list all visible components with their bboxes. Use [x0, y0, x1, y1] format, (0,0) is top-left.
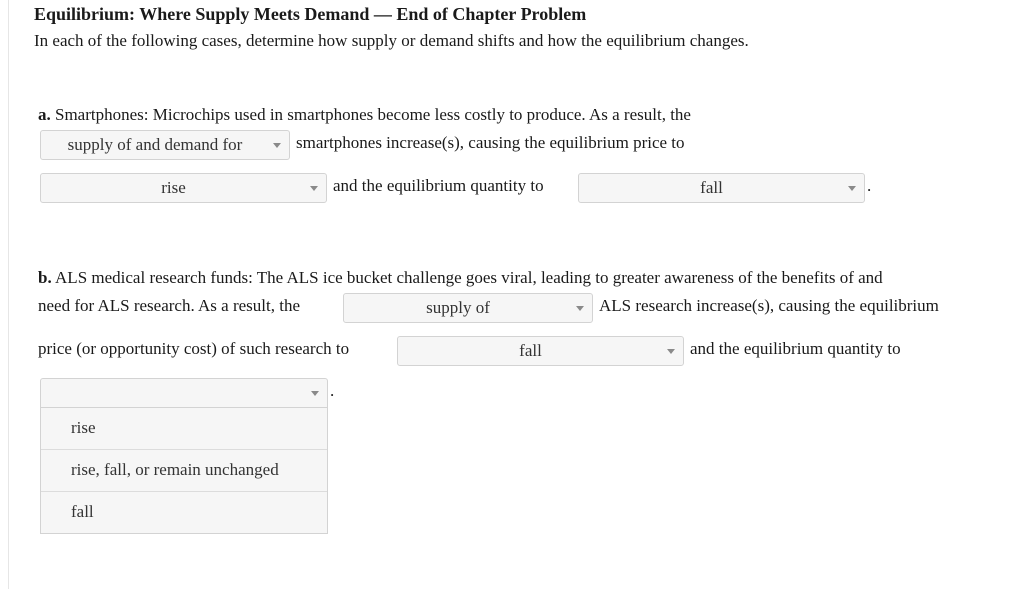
left-border: [8, 0, 9, 589]
part-b-label: b.: [38, 268, 52, 287]
part-b-text3: price (or opportunity cost) of such research to: [38, 339, 350, 358]
part-b-price-value: fall: [519, 341, 542, 360]
part-a-label: a.: [38, 105, 51, 124]
part-a-text2: smartphones increase(s), causing the equilibrium price to: [296, 133, 685, 152]
part-a-text1: Smartphones: Microchips used in smartphones become less costly to produce. As a result, the: [55, 105, 691, 124]
chevron-down-icon: [848, 186, 856, 191]
part-b-period: .: [330, 381, 335, 400]
part-b-quantity-dropdown-menu: [40, 407, 328, 534]
chevron-down-icon: [273, 143, 281, 148]
part-b-quantity-value: [41, 379, 307, 407]
part-b-text2: need for ALS research. As a result, the: [38, 296, 300, 315]
part-a-line1: [38, 104, 691, 126]
part-b-shift-select[interactable]: [343, 293, 593, 323]
part-a-price-select[interactable]: [40, 173, 327, 203]
part-a-period: .: [867, 176, 872, 195]
dropdown-option-placeholder[interactable]: rise, fall, or remain unchanged: [41, 449, 327, 491]
part-a-price-value: rise: [161, 178, 186, 197]
part-a-quantity-value: fall: [700, 178, 723, 197]
chevron-down-icon: [576, 306, 584, 311]
part-b-text1: ALS medical research funds: The ALS ice bucket challenge goes viral, leading to greater awareness of the benefits of and: [55, 268, 883, 287]
part-b-text2-post: ALS research increase(s), causing the equilibrium: [599, 296, 939, 315]
part-a-shift-value: supply of and demand for: [67, 135, 243, 154]
dropdown-option-rise[interactable]: rise: [41, 407, 327, 449]
part-b-price-select[interactable]: [397, 336, 684, 366]
part-b-text3-post: and the equilibrium quantity to: [690, 339, 901, 358]
part-b-quantity-select[interactable]: [40, 378, 328, 408]
part-a-quantity-select[interactable]: [578, 173, 865, 203]
part-a-shift-select[interactable]: [40, 130, 290, 160]
part-b-line1: [38, 267, 883, 289]
part-a-text3: and the equilibrium quantity to: [333, 176, 544, 195]
dropdown-option-fall[interactable]: fall: [41, 491, 327, 533]
instructions: In each of the following cases, determine how supply or demand shifts and how the equilibrium changes.: [34, 31, 749, 50]
part-b-shift-value: supply of: [426, 298, 490, 317]
chevron-down-icon: [667, 349, 675, 354]
chevron-down-icon: [310, 186, 318, 191]
chevron-down-icon: [311, 391, 319, 396]
page-title: Equilibrium: Where Supply Meets Demand — End of Chapter Problem: [34, 4, 587, 24]
